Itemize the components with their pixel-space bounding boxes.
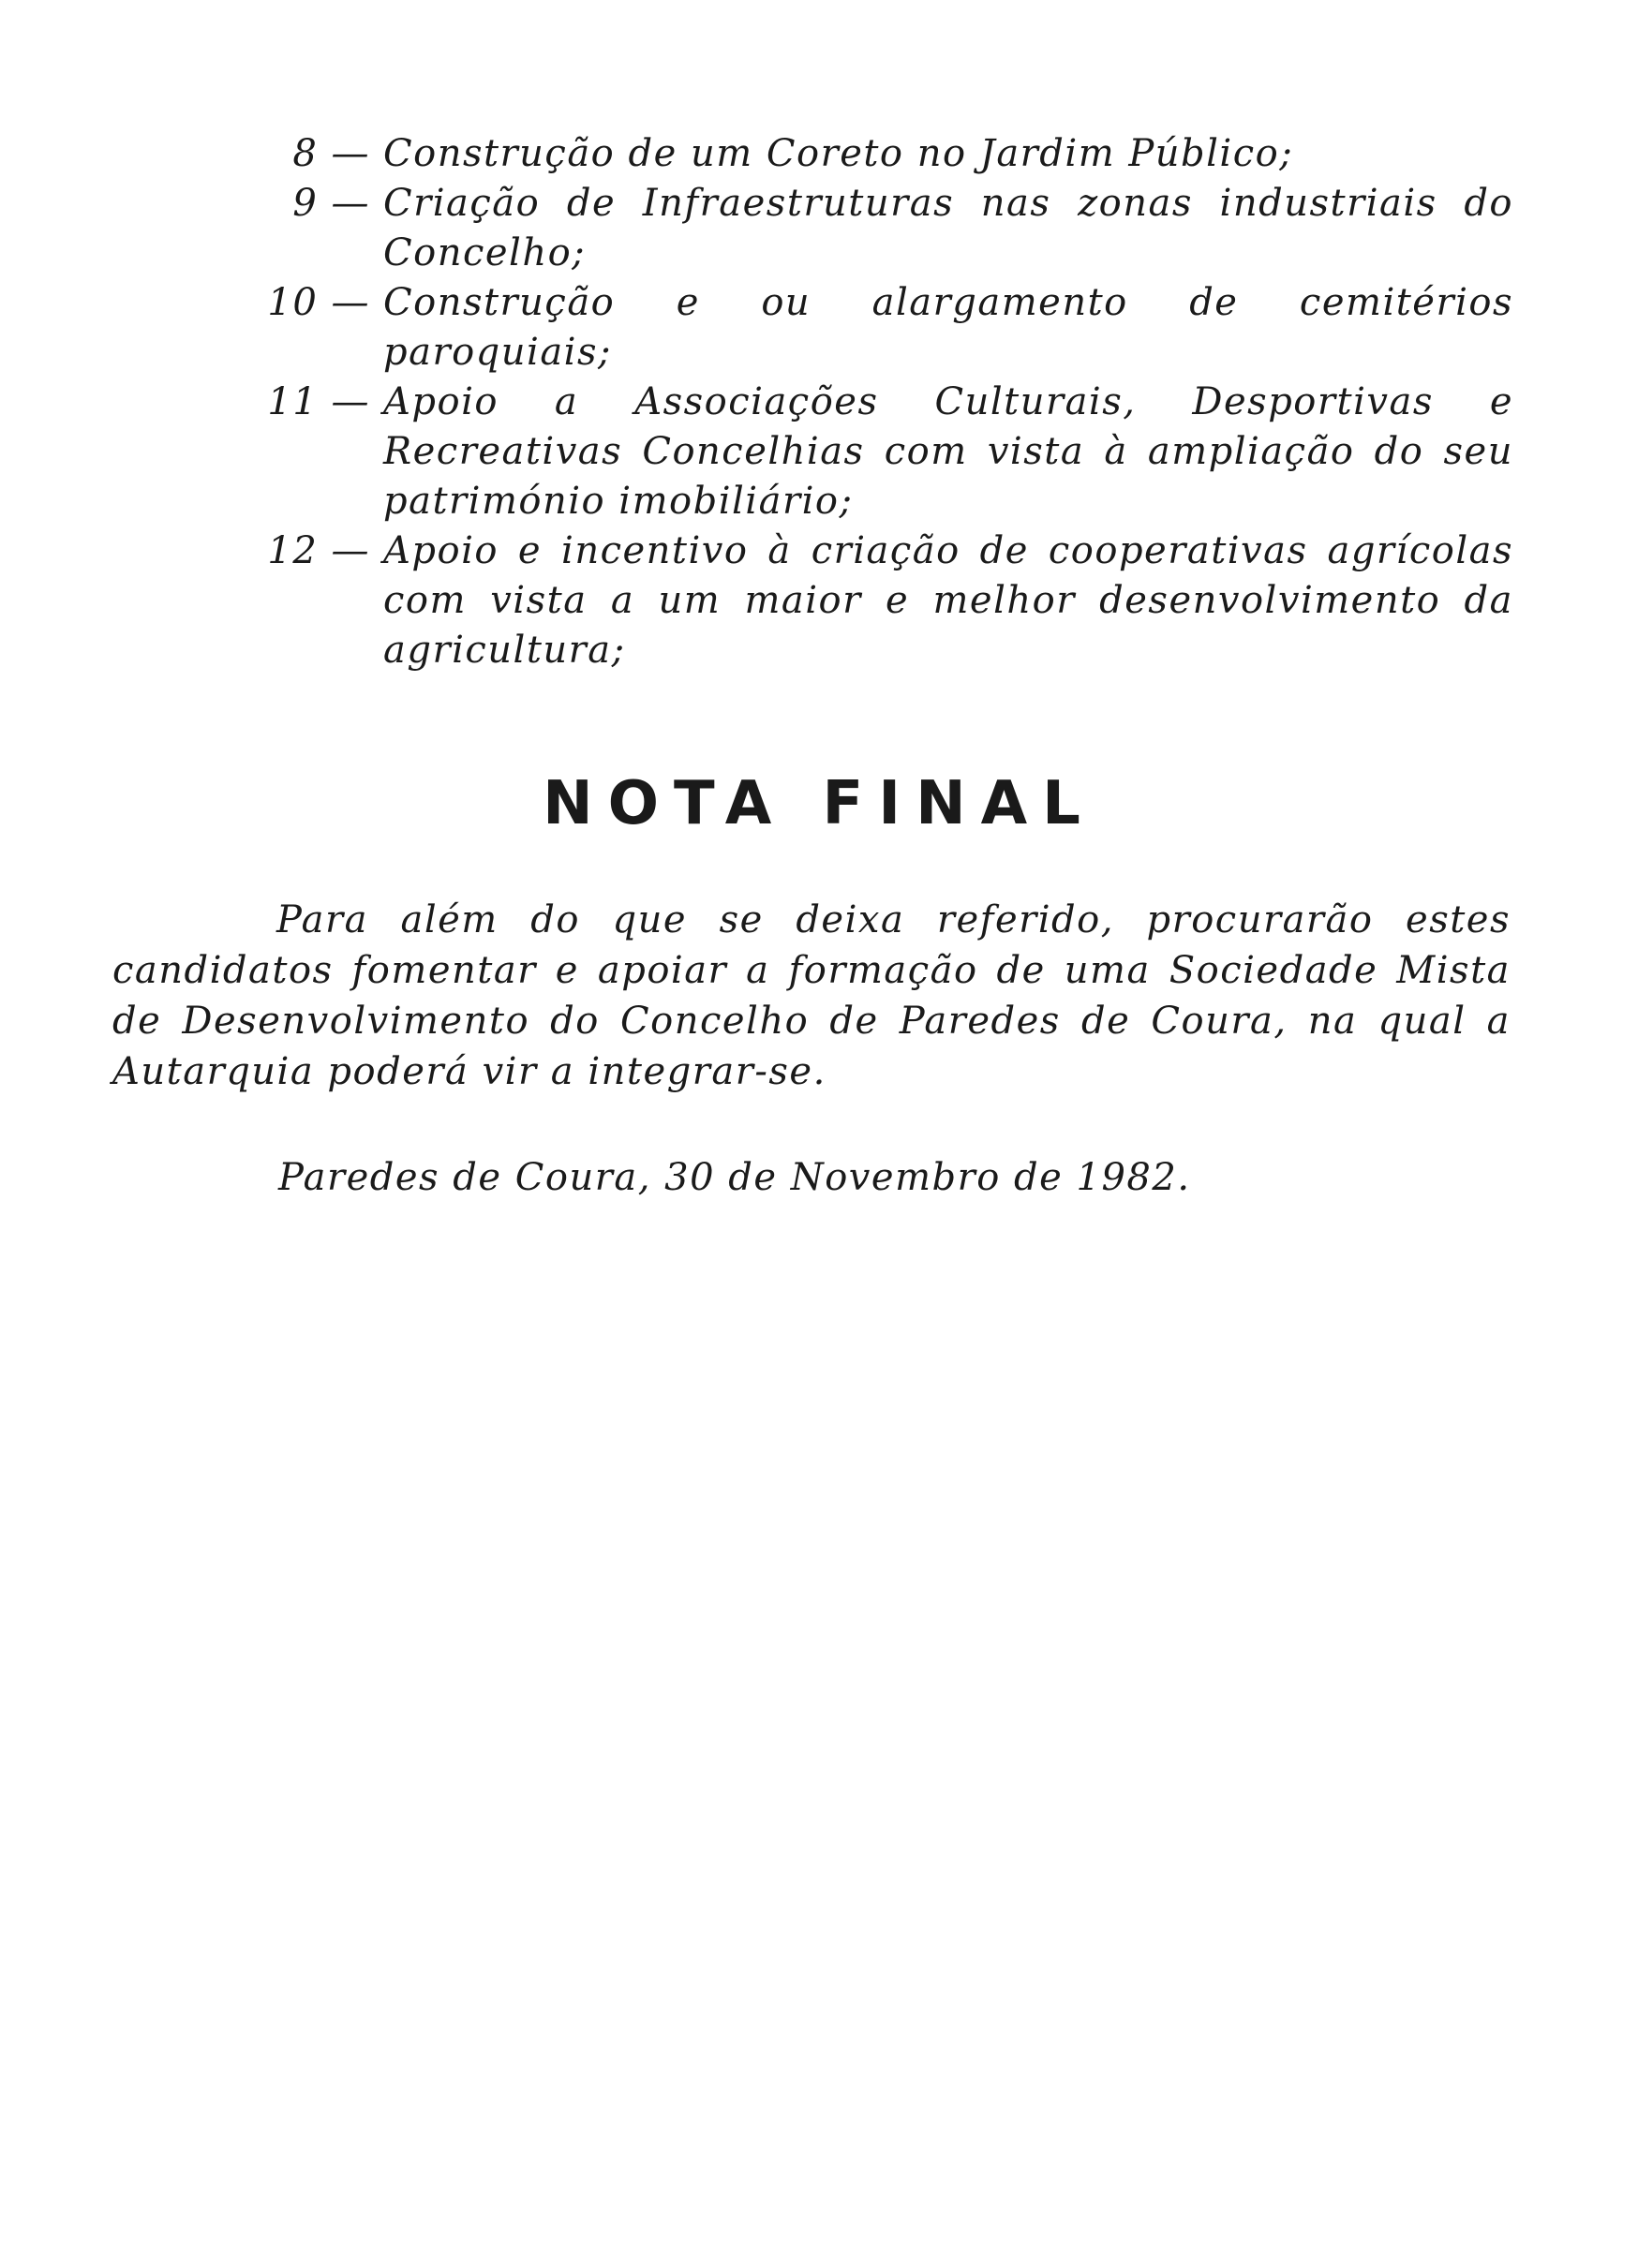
list-item-number: 12 —	[267, 529, 370, 572]
list-item	[239, 129, 1513, 179]
place-date-line: Paredes de Coura, 30 de Novembro de 1982.	[278, 1156, 1191, 1199]
list-item-number: 9 —	[292, 182, 370, 225]
list-item	[239, 378, 1513, 526]
list-item-number: 10 —	[267, 281, 370, 324]
list-item	[239, 179, 1513, 278]
list-item	[239, 278, 1513, 378]
list-item-number: 8 —	[292, 132, 370, 175]
list-item-text: Construção de um Coreto no Jardim Público;	[383, 132, 1294, 175]
body-paragraph: Para além do que se deixa referido, procurarão estes candidatos fomentar e apoiar a formação de uma Sociedade Mista de Desenvolvimento do Concelho de Paredes de Coura, na qual a Autarquia poderá vir a integrar-se.	[112, 898, 1511, 1093]
list-item-text: Criação de Infraestruturas nas zonas industriais do Concelho;	[383, 182, 1513, 274]
list-item	[239, 526, 1513, 675]
numbered-list	[239, 129, 1513, 675]
section-heading: NOTA FINAL	[543, 769, 1095, 838]
list-item-text: Apoio e incentivo à criação de cooperativas agrícolas com vista a um maior e melhor desenvolvimento da agricultura;	[383, 529, 1513, 672]
list-item-number: 11 —	[267, 380, 370, 423]
list-item-text: Apoio a Associações Culturais, Desportivas e Recreativas Concelhias com vista à ampliação do seu património imobiliário;	[383, 380, 1513, 523]
list-item-text: Construção e ou alargamento de cemitérios paroquiais;	[383, 281, 1513, 374]
